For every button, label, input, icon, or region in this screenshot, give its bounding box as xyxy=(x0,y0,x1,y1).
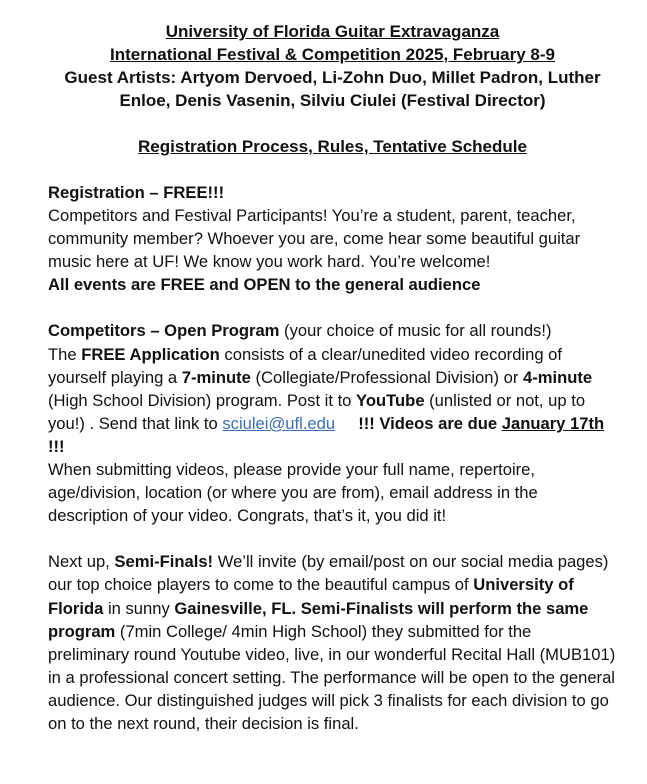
text-run: (unlisted or not, up to you!) . Send that link to xyxy=(48,390,586,433)
competitors-section xyxy=(48,319,617,527)
semi-finals: Semi-Finals! xyxy=(114,552,214,572)
seven-minute: 7-minute xyxy=(181,367,251,387)
registration-section xyxy=(48,181,617,296)
due-date: January 17th xyxy=(501,413,605,433)
competitors-heading: Competitors – Open Program xyxy=(48,321,280,341)
document-header xyxy=(48,20,617,112)
due-notice-a: !!! Videos are due xyxy=(358,413,502,433)
event-subtitle: International Festival & Competition 2025, February 8-9 xyxy=(110,45,555,64)
text-run: (7min College/ 4min High School) they submitted for the preliminary round Youtube video, live, in our wonderful Recital Hall (MUB101) in a professional concert setting. The performance will be open to the general audience. Our distinguished judges will pick 3 finalists for each division to go on to the next round, their decision is final. xyxy=(48,621,616,733)
competitors-paragraph xyxy=(48,319,617,527)
section-title: Registration Process, Rules, Tentative Schedule xyxy=(138,137,527,156)
gainesville-semifinalists: Gainesville, FL. Semi-Finalists will perform the same program xyxy=(48,598,589,641)
four-minute: 4-minute xyxy=(522,367,593,387)
semifinals-section xyxy=(48,550,617,735)
submission-instructions: When submitting videos, please provide your full name, repertoire, age/division, location (or where you are from), email address in the description of your video. Congrats, that’s it, you did it! xyxy=(48,460,538,526)
text-run: Next up, xyxy=(48,552,115,572)
registration-heading: Registration – FREE!!! xyxy=(48,183,225,202)
university-name: University of Florida xyxy=(48,575,574,618)
free-application: FREE Application xyxy=(81,344,220,364)
text-run: consists of a clear/unedited video recording of yourself playing a xyxy=(48,344,563,387)
guest-artists: Guest Artists: Artyom Dervoed, Li-Zohn Duo, Millet Padron, Luther Enloe, Denis Vasenin, Silviu Ciulei (Festival Director) xyxy=(64,68,601,110)
email-link[interactable]: sciulei@ufl.edu xyxy=(222,413,336,433)
registration-bold-line: All events are FREE and OPEN to the general audience xyxy=(48,275,481,295)
youtube: YouTube xyxy=(356,390,425,410)
text-run: We’ll invite (by email/post on our social media pages) our top choice players to come to the beautiful campus of xyxy=(48,552,609,595)
text-run: in sunny xyxy=(103,598,175,618)
competitors-heading-note: (your choice of music for all rounds!) xyxy=(279,321,552,341)
registration-text: Competitors and Festival Participants! You’re a student, parent, teacher, community member? Whoever you are, come hear some beautiful guitar music here at UF! We know you work hard. You’re welcome! xyxy=(48,206,581,272)
event-title: University of Florida Guitar Extravaganza xyxy=(165,22,500,41)
due-notice-b: !!! xyxy=(48,436,65,456)
text-run: (High School Division) program. Post it to xyxy=(48,390,357,410)
semifinals-paragraph xyxy=(48,550,617,735)
text-run: (Collegiate/Professional Division) or xyxy=(250,367,523,387)
text-run: The xyxy=(48,344,82,364)
